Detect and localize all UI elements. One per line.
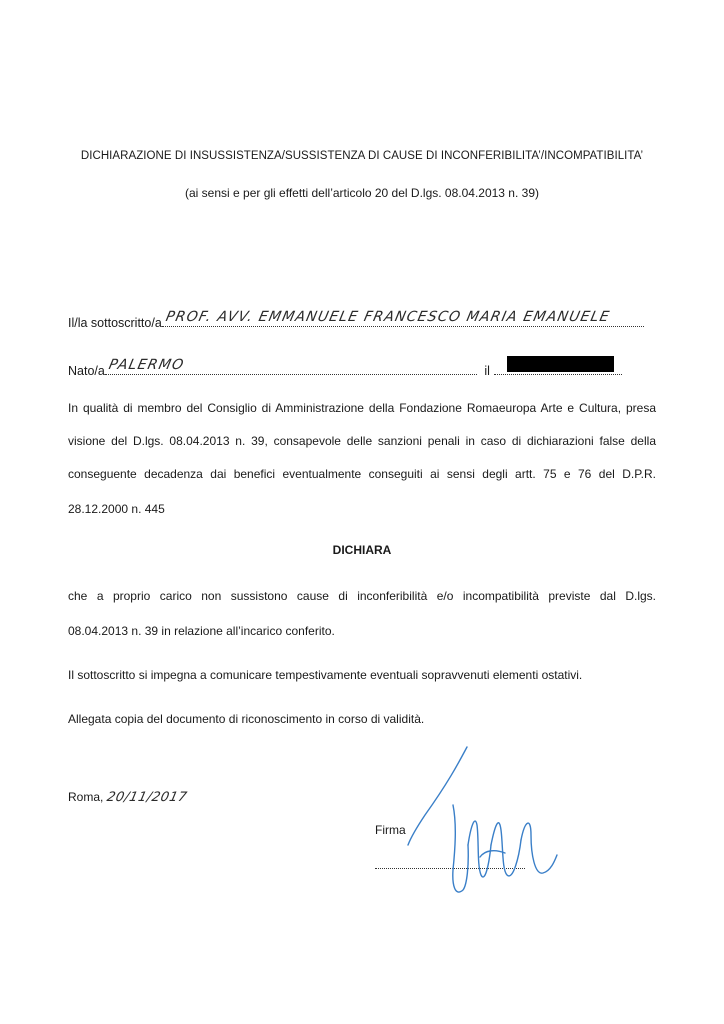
intro-line-2: visione del D.lgs. 08.04.2013 n. 39, consapevole delle sanzioni penali in caso di dichiarazioni false della bbox=[68, 434, 656, 448]
intro-line-1: In qualità di membro del Consiglio di Amministrazione della Fondazione Romaeuropa Arte e Cultura, presa bbox=[68, 401, 656, 415]
birthdate-label: il bbox=[484, 364, 490, 378]
intro-line-3: conseguente decadenza dai benefici eventualmente conseguiti ai sensi degli artt. 75 e 76 del D.P.R. bbox=[68, 467, 656, 481]
declaration-heading: DICHIARA bbox=[332, 543, 392, 557]
document-subtitle: (ai sensi e per gli effetti dell’articolo 20 del D.lgs. 08.04.2013 n. 39) bbox=[185, 186, 539, 200]
handwritten-signature bbox=[405, 745, 565, 915]
signatory-label: Il/la sottoscritto/a bbox=[68, 316, 162, 330]
document-title: DICHIARAZIONE DI INSUSSISTENZA/SUSSISTENZA DI CAUSE DI INCONFERIBILITA’/INCOMPATIBILITA’ bbox=[80, 150, 644, 162]
signature-label: Firma bbox=[375, 823, 406, 837]
declaration-line-1: che a proprio carico non sussistono cause di inconferibilità e/o incompatibilità previste dal D.lgs. bbox=[68, 589, 656, 603]
signatory-dotted-line bbox=[162, 309, 644, 327]
place-date bbox=[68, 790, 187, 805]
redaction-bar bbox=[507, 356, 614, 372]
birthplace-label: Nato/a bbox=[68, 364, 105, 378]
commitment-statement: Il sottoscritto si impegna a comunicare tempestivamente eventuali sopravvenuti elementi ostativi. bbox=[68, 668, 583, 682]
place-label: Roma, bbox=[68, 790, 104, 804]
birthplace-dotted-line bbox=[105, 357, 477, 375]
declaration-line-2: 08.04.2013 n. 39 in relazione all’incarico conferito. bbox=[68, 624, 335, 638]
signatory-handwritten-value: PROF. AVV. EMMANUELE FRANCESCO MARIA EMANUELE bbox=[164, 309, 612, 325]
intro-line-4: 28.12.2000 n. 445 bbox=[68, 502, 165, 516]
handwritten-date: 20/11/2017 bbox=[105, 790, 189, 805]
birthplace-handwritten-value: PALERMO bbox=[107, 357, 186, 373]
attachment-statement: Allegata copia del documento di riconoscimento in corso di validità. bbox=[68, 712, 425, 726]
signatory-field bbox=[68, 309, 644, 330]
